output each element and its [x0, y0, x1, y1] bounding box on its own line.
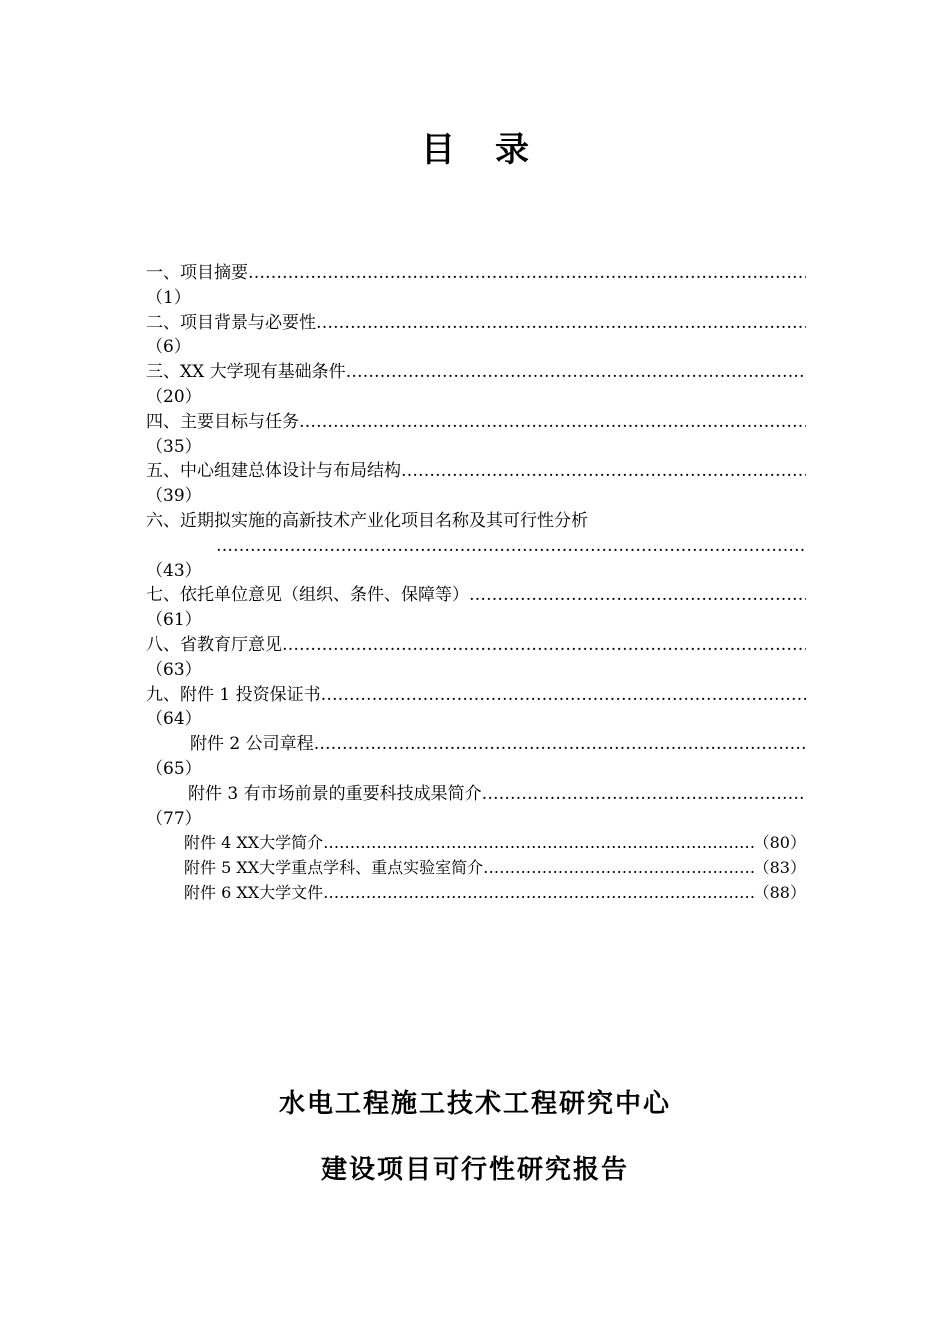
toc-entry-10[interactable] [146, 732, 806, 757]
toc-entry-page: （6） [146, 337, 191, 358]
toc-entry-label: 二、项目背景与必要性 [146, 312, 316, 333]
toc-leader-dots [323, 881, 753, 906]
toc-entry-page: （77） [146, 808, 202, 829]
toc-leader-dots [299, 410, 806, 435]
toc-entry-1[interactable] [146, 261, 806, 286]
toc-entry-page: （35） [146, 436, 202, 457]
toc-entry-page: （43） [146, 560, 202, 581]
report-title-line-1: 水电工程施工技术工程研究中心 [278, 1089, 671, 1119]
toc-entry-5-page-row [146, 484, 806, 509]
toc-entry-3[interactable] [146, 360, 806, 385]
toc-entry-label: 八、省教育厅意见 [146, 634, 282, 655]
toc-leader-dots [314, 732, 806, 757]
toc-entry-8[interactable] [146, 633, 806, 658]
toc-entry-label: 一、项目摘要 [146, 263, 248, 283]
toc-entry-11[interactable] [146, 782, 806, 807]
toc-entry-6-page-row [146, 559, 806, 584]
toc-entry-6[interactable] [146, 509, 806, 534]
toc-entry-label: 九、附件 1 投资保证书 [146, 684, 321, 705]
toc-entry-page: （83） [753, 858, 806, 878]
toc-leader-dots [482, 782, 806, 807]
toc-leader-dots [248, 261, 806, 286]
toc-entry-label: 附件 4 XX大学简介 [184, 833, 324, 853]
toc-entry-label: 四、主要目标与任务 [146, 411, 299, 432]
toc-title [0, 128, 950, 172]
toc-entry-7-page-row [146, 608, 806, 633]
toc-leader-dots [401, 459, 806, 484]
toc-title-char-2: 录 [495, 130, 529, 170]
toc-leader-dots [346, 360, 806, 385]
toc-entry-6-dots-row [146, 534, 806, 559]
toc-entry-1-page-row [146, 286, 806, 311]
toc-title-char-1: 目 [421, 130, 455, 170]
toc-entry-page: （61） [146, 610, 202, 631]
toc-leader-dots [316, 311, 806, 336]
toc-entry-4[interactable] [146, 410, 806, 435]
toc-leader-dots [483, 856, 753, 881]
toc-entry-page: （1） [146, 287, 191, 308]
toc-entry-label: 附件 6 XX大学文件 [184, 882, 324, 902]
toc-entry-3-page-row [146, 385, 806, 410]
toc-entry-8-page-row [146, 658, 806, 683]
toc-entry-page: （64） [146, 709, 202, 730]
toc-entry-5[interactable] [146, 459, 806, 484]
toc-entry-page: （80） [753, 833, 806, 853]
toc-entry-label: 三、XX 大学现有基础条件 [146, 362, 346, 383]
toc-leader-dots [282, 633, 806, 658]
toc-entry-14[interactable] [146, 881, 806, 906]
toc-entry-label: 附件 2 公司章程 [190, 734, 314, 755]
toc-entry-label: 六、近期拟实施的高新技术产业化项目名称及其可行性分析 [146, 510, 588, 531]
toc-entry-label: 五、中心组建总体设计与布局结构 [146, 461, 401, 482]
toc-entry-page: （63） [146, 659, 202, 680]
toc-entry-12[interactable] [146, 831, 806, 856]
toc-entry-9[interactable] [146, 683, 806, 708]
toc-entry-2[interactable] [146, 311, 806, 336]
toc-leader-dots [469, 583, 806, 608]
table-of-contents [146, 261, 806, 906]
toc-entry-9-page-row [146, 707, 806, 732]
toc-entry-label: 七、依托单位意见（组织、条件、保障等） [146, 585, 469, 606]
toc-entry-page: （65） [146, 758, 202, 779]
toc-leader-dots [216, 534, 806, 559]
toc-entry-2-page-row [146, 335, 806, 360]
toc-entry-page: （39） [146, 486, 202, 507]
toc-entry-label: 附件 5 XX大学重点学科、重点实验室简介 [184, 858, 484, 878]
toc-entry-11-page-row [146, 807, 806, 832]
toc-entry-7[interactable] [146, 583, 806, 608]
toc-leader-dots [321, 683, 806, 708]
report-title-line-2: 建设项目可行性研究报告 [320, 1155, 629, 1185]
toc-entry-10-page-row [146, 757, 806, 782]
toc-leader-dots [323, 831, 753, 856]
toc-entry-4-page-row [146, 435, 806, 460]
toc-entry-page: （20） [146, 386, 202, 407]
toc-entry-13[interactable] [146, 856, 806, 881]
toc-entry-label: 附件 3 有市场前景的重要科技成果简介 [188, 783, 482, 804]
toc-entry-page: （88） [753, 882, 806, 902]
